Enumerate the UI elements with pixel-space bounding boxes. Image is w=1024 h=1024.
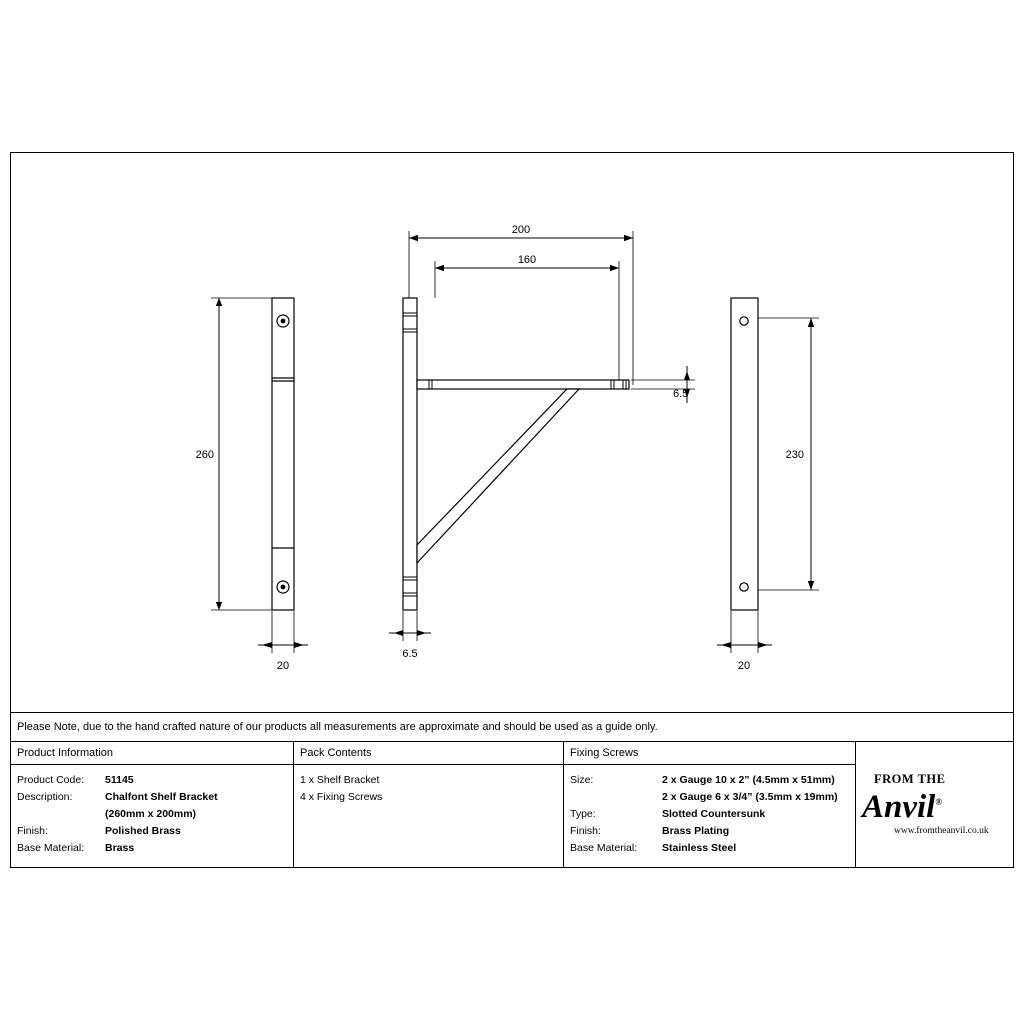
screw-size-label-cont — [570, 789, 662, 806]
logo-website: www.fromtheanvil.co.uk — [894, 826, 989, 836]
dim-20-left-label: 20 — [276, 660, 290, 672]
dimension-6-5-arm — [631, 366, 695, 403]
description-size-value: (260mm x 200mm) — [105, 808, 197, 820]
product-information-header: Product Information — [11, 742, 293, 765]
screw-type-value: Slotted Countersunk — [662, 808, 766, 820]
dimension-6-5-plate — [389, 611, 431, 660]
logo-top-text: FROM THE — [874, 772, 946, 786]
finish-value: Polished Brass — [105, 825, 181, 837]
product-code-value: 51145 — [105, 774, 134, 786]
left-side-view — [272, 298, 294, 610]
screw-size-label: Size: — [570, 774, 594, 786]
description-label-cont — [17, 806, 105, 823]
drawing-sheet — [10, 152, 1014, 868]
finish-label: Finish: — [17, 825, 48, 837]
specification-table — [11, 742, 1013, 867]
table-row — [17, 806, 287, 823]
dim-20-right-label: 20 — [737, 660, 751, 672]
dimension-20-right — [717, 611, 772, 672]
dim-230-label: 230 — [785, 449, 804, 461]
description-label: Description: — [17, 791, 73, 803]
fixing-screws-column — [564, 742, 856, 867]
dim-6-5-plate-label: 6.5 — [402, 648, 418, 660]
measurement-note: Please Note, due to the hand crafted nature of our products all measurements are approximate and should be used as a guide only. — [11, 713, 1013, 742]
list-item: 1 x Shelf Bracket — [300, 774, 380, 786]
fixing-screws-body — [564, 765, 855, 857]
pack-contents-body — [294, 765, 563, 806]
table-row — [17, 840, 287, 857]
dim-160-label: 160 — [517, 254, 537, 266]
table-row — [570, 789, 849, 806]
bracket-drawing-svg — [11, 153, 1013, 713]
logo-wordmark — [862, 786, 942, 824]
product-code-label: Product Code: — [17, 774, 85, 786]
table-row — [17, 823, 287, 840]
screw-finish-value: Brass Plating — [662, 825, 730, 837]
dimension-160 — [435, 254, 619, 381]
base-material-value: Brass — [105, 842, 135, 854]
pack-contents-column — [294, 742, 564, 867]
fixing-screws-header: Fixing Screws — [564, 742, 855, 765]
brand-logo — [856, 742, 1013, 867]
pack-contents-header: Pack Contents — [294, 742, 563, 765]
table-row — [570, 823, 849, 840]
logo-wordmark-text: Anvil — [862, 789, 936, 825]
screw-type-label: Type: — [570, 808, 596, 820]
dimension-20-left — [258, 611, 308, 672]
table-row — [17, 789, 287, 806]
description-value: Chalfont Shelf Bracket — [105, 791, 218, 803]
base-material-label: Base Material: — [17, 842, 85, 854]
screw-finish-label: Finish: — [570, 825, 601, 837]
screw-base-material-label: Base Material: — [570, 842, 638, 854]
screw-size-value-2: 2 x Gauge 6 x 3/4” (3.5mm x 19mm) — [662, 791, 838, 803]
technical-drawing — [11, 153, 1013, 713]
dim-260-label: 260 — [195, 449, 214, 461]
dimension-230 — [758, 318, 819, 590]
product-information-column — [11, 742, 294, 867]
table-row — [570, 840, 849, 857]
centre-bracket-view — [403, 298, 629, 610]
dim-200-label: 200 — [511, 224, 531, 236]
dimension-200 — [409, 224, 633, 385]
table-row — [570, 772, 849, 789]
screw-size-value: 2 x Gauge 10 x 2” (4.5mm x 51mm) — [662, 774, 835, 786]
product-information-body — [11, 765, 293, 857]
dim-6-5-arm-label: 6.5 — [673, 388, 689, 400]
right-front-view — [731, 298, 758, 610]
list-item: 4 x Fixing Screws — [300, 791, 383, 803]
table-row — [570, 806, 849, 823]
registered-trademark-icon: ® — [935, 797, 943, 807]
dimension-260 — [196, 298, 272, 610]
screw-base-material-value: Stainless Steel — [662, 842, 737, 854]
table-row — [17, 772, 287, 789]
